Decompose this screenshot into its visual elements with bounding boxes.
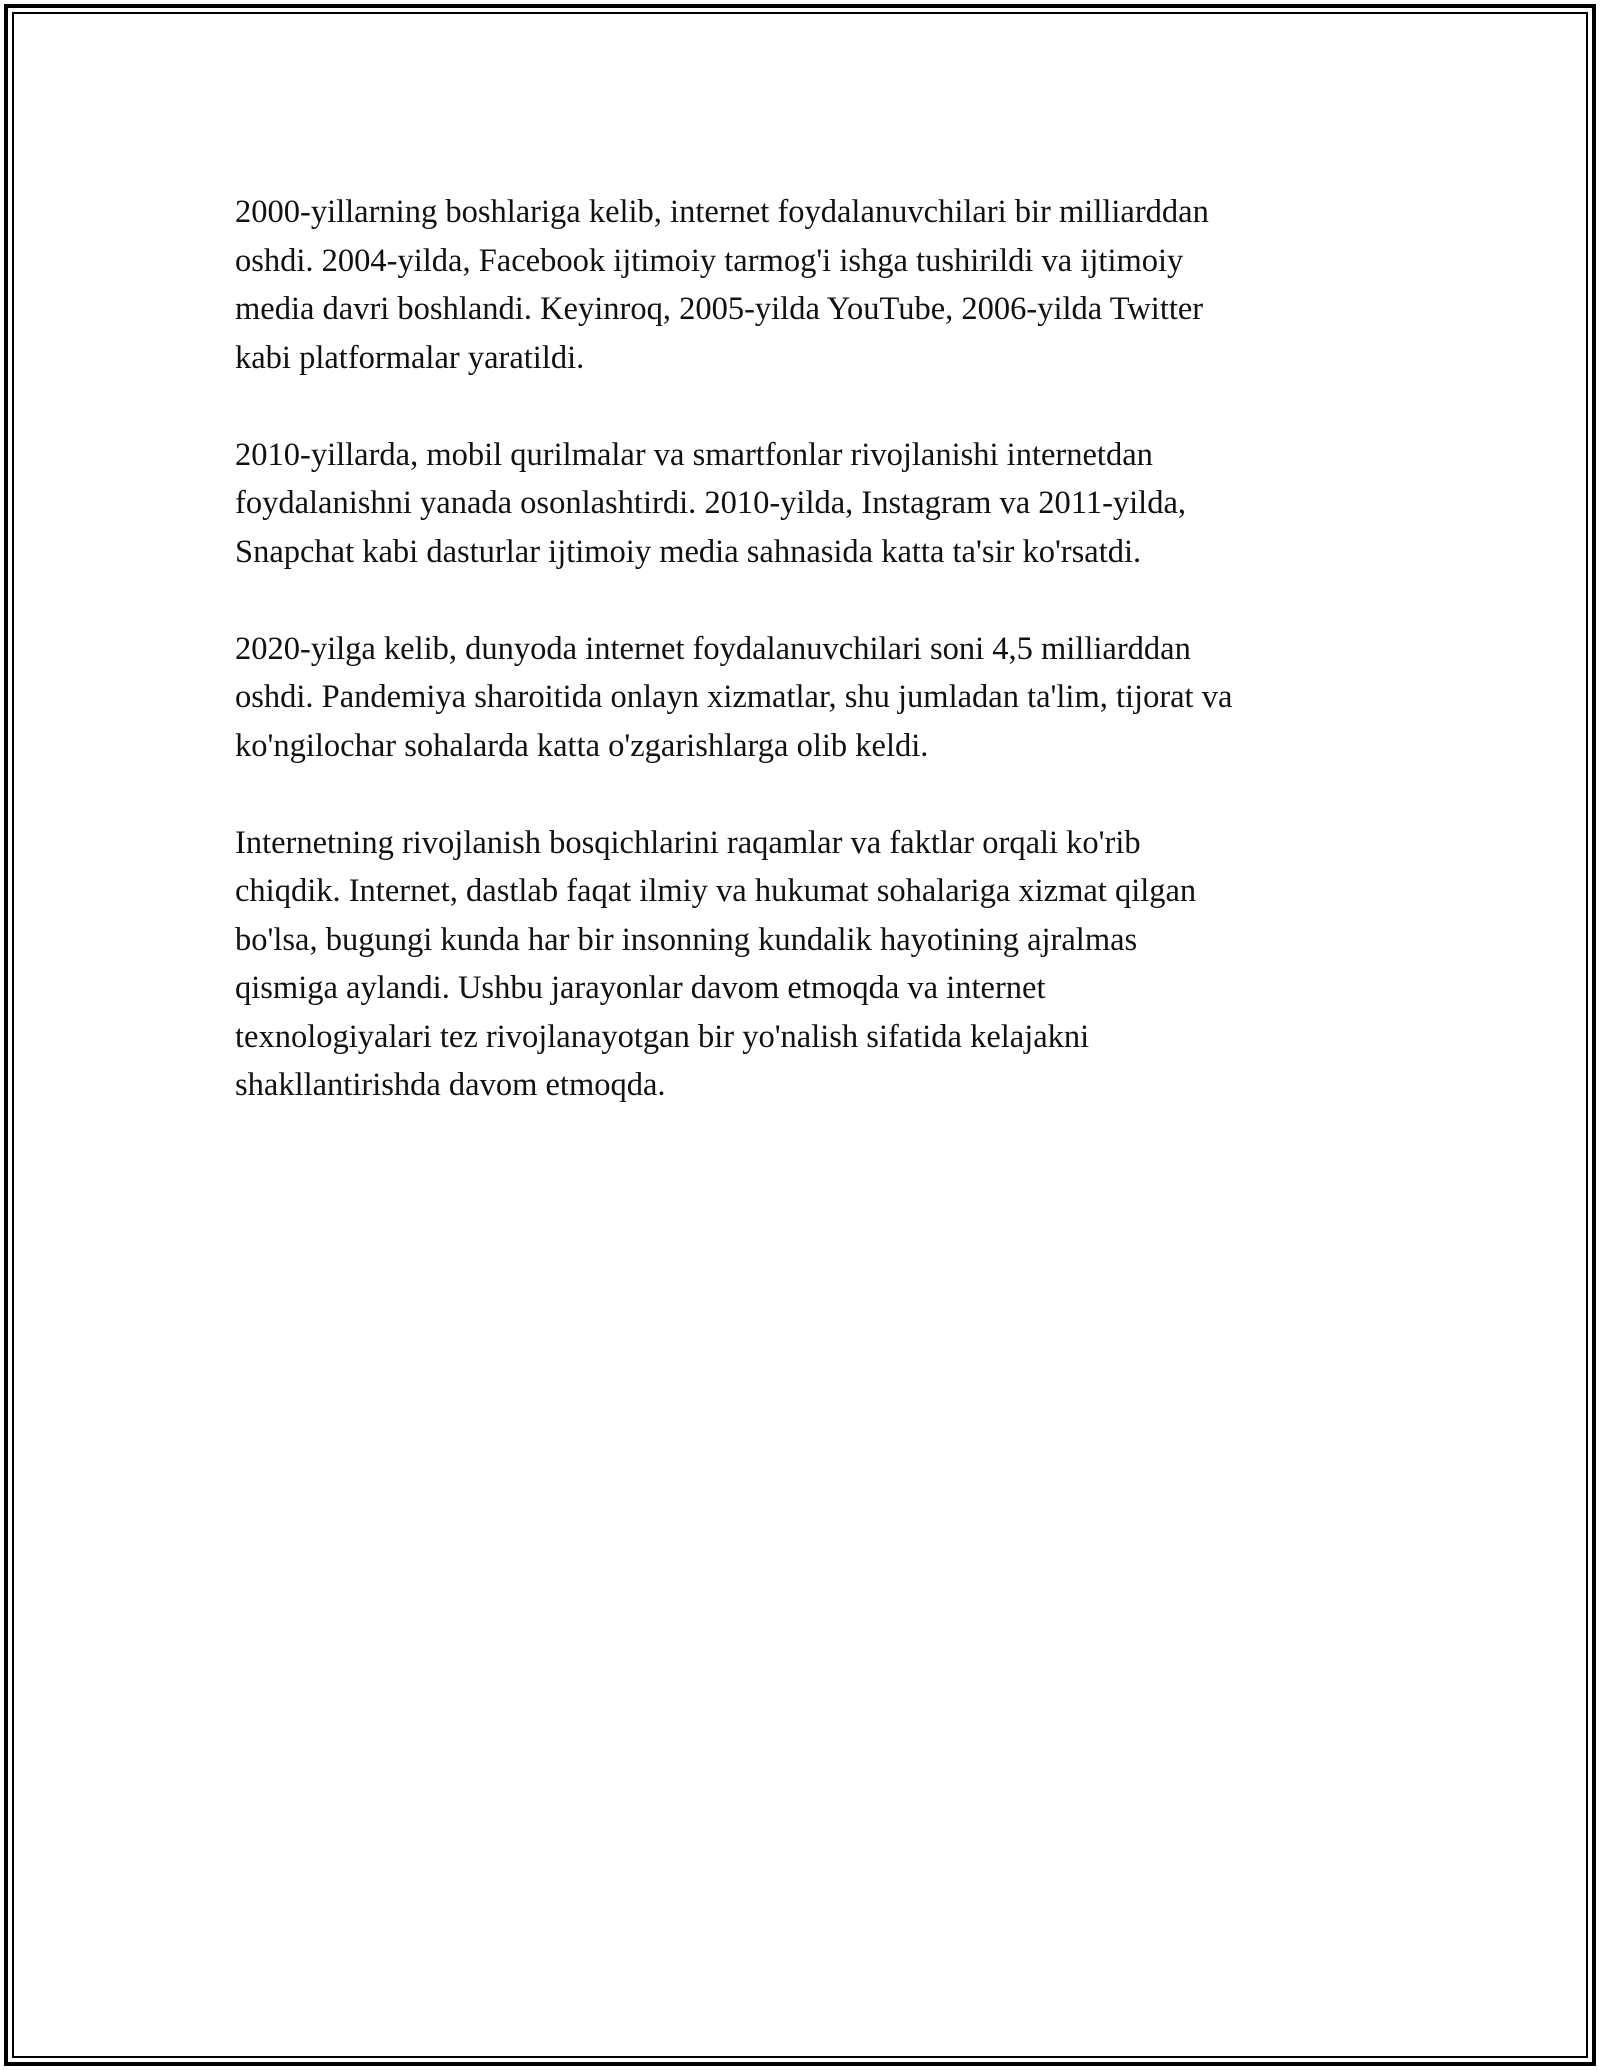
paragraph-1-line-3: media davri boshlandi. Keyinroq, 2005-yilda YouTube, 2006-yilda Twitter — [235, 291, 1204, 327]
paragraph-4 — [235, 819, 1385, 1110]
paragraph-1-line-2: oshdi. 2004-yilda, Facebook ijtimoiy tarmog'i ishga tushirildi va ijtimoiy — [235, 242, 1184, 279]
paragraph-3-line-3: ko'ngilochar sohalarda katta o'zgarishlarga olib keldi. — [235, 727, 929, 764]
paragraph-3-line-2: oshdi. Pandemiya sharoitida onlayn xizmatlar, shu jumladan ta'lim, tijorat va — [235, 679, 1233, 715]
paragraph-4-line-2: chiqdik. Internet, dastlab faqat ilmiy va hukumat sohalariga xizmat qilgan — [235, 873, 1197, 909]
paragraph-3 — [235, 625, 1385, 771]
paragraph-4-line-3: bo'lsa, bugungi kunda har bir insonning kundalik hayotining ajralmas — [235, 921, 1138, 958]
paragraph-2-line-2: foydalanishni yanada osonlashtirdi. 2010-yilda, Instagram va 2011-yilda, — [235, 485, 1187, 521]
paragraph-4-line-4: qismiga aylandi. Ushbu jarayonlar davom etmoqda va internet — [235, 970, 1046, 1006]
document-body — [235, 188, 1385, 1158]
paragraph-2-line-3: Snapchat kabi dasturlar ijtimoiy media sahnasida katta ta'sir ko'rsatdi. — [235, 533, 1142, 570]
paragraph-1-line-4: kabi platformalar yaratildi. — [235, 339, 585, 376]
paragraph-4-line-5: texnologiyalari tez rivojlanayotgan bir yo'nalish sifatida kelajakni — [235, 1018, 1090, 1055]
paragraph-3-line-1: 2020-yilga kelib, dunyoda internet foydalanuvchilari soni 4,5 milliarddan — [235, 630, 1191, 667]
paragraph-1-line-1: 2000-yillarning boshlariga kelib, internet foydalanuvchilari bir milliarddan — [235, 194, 1209, 230]
paragraph-1 — [235, 188, 1385, 382]
paragraph-4-line-6: shakllantirishda davom etmoqda. — [235, 1067, 666, 1103]
paragraph-2-line-1: 2010-yillarda, mobil qurilmalar va smartfonlar rivojlanishi internetdan — [235, 436, 1153, 473]
paragraph-4-line-1: Internetning rivojlanish bosqichlarini raqamlar va faktlar orqali ko'rib — [235, 824, 1141, 861]
paragraph-2 — [235, 431, 1385, 577]
